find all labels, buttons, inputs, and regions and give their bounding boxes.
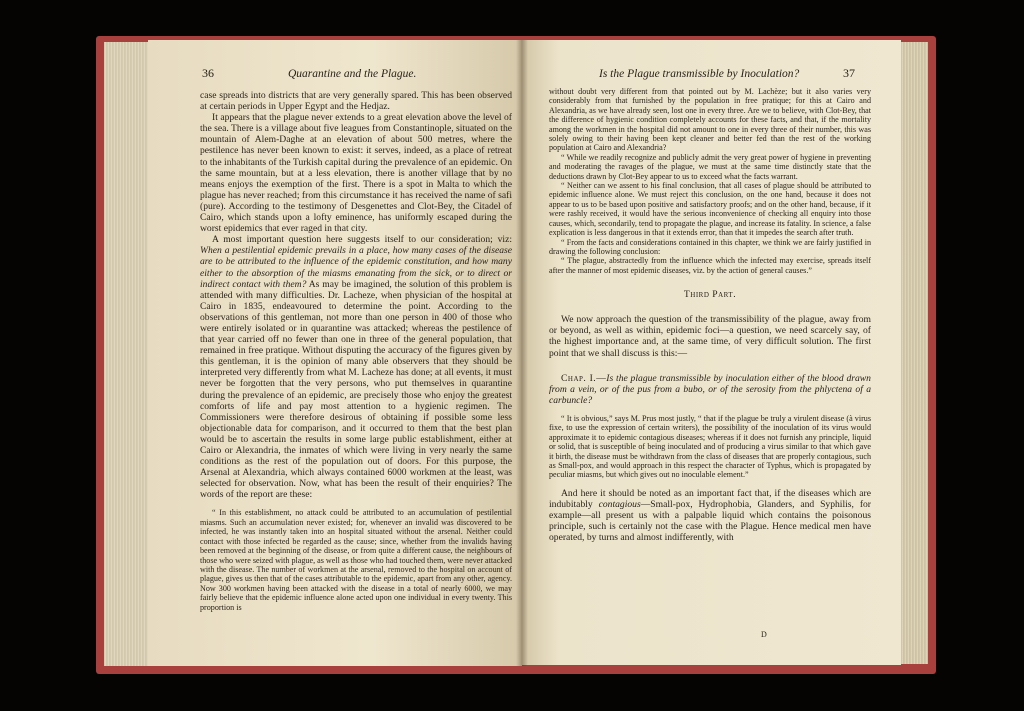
left-page [148, 40, 522, 666]
chapter-heading: Chap. I.—Is the plague transmissible by inoculation either of the blood drawn from a vein, or of the pus from a bubo, or of the serosity from the phlyctena of a carbuncle? [549, 372, 871, 406]
left-paragraph: case spreads into districts that are very generally spared. This has been observed at certain periods in Upper Egypt and the Hedjaz. [200, 90, 512, 113]
left-page-number: 36 [202, 66, 214, 80]
right-paragraph: We now approach the question of the transmissibility of the plague, away from or beyond, as well as within, epidemic foci—a question, we need scarcely say, of the highest importance and, at the same time, of very difficult solution. The first point that we shall discuss is this:— [549, 314, 871, 359]
left-running-head: Quarantine and the Plague. [288, 68, 417, 80]
signature-mark: D [761, 630, 767, 639]
right-quote-paragraph: “ Neither can we assent to his final conclusion, that all cases of plague should be attributed to epidemic influence alone. We must reject this conclusion, on the one hand, because it does not appear to us to be based upon positive and satisfactory proofs; and on the other hand, because, if it were rashly received, it would have the serious inconvenience of checking all enquiry into those causes, which, secondarily, tend to propagate the plague, and increase its fatality. In science, a false explication is less dangerous in that it extends error, than that it impedes the search after truth. [549, 181, 871, 238]
right-page-edges [898, 42, 928, 664]
left-quote-paragraph: “ In this establishment, no attack could be attributed to an accumulation of pestilential miasms. Such an accumulation never existed; for, whenever an invalid was discovered to be infected, he was instantly taken into an hospital situated without the arsenal. Neither could contact with those infected be regarded as the cause; since, whether from the invalids having been removed at the beginning of the disease, or from quite a different cause, the neighbours of those who were seized with plague, as well as those who had touched them, were never attacked with the disease. The number of workmen at the arsenal, removed to the hospital on account of plague, gives us then that of the cases attributable to the epidemic, apart from any other, agency. Now 300 workmen having been attacked with the disease in a total of nearly 6000, we may fairly believe that the epidemic influence alone acted upon one individual in every twenty. This proportion is [200, 508, 512, 612]
right-quote-paragraph: “ While we readily recognize and publicly admit the very great power of hygiene in preventing and moderating the ravages of the plague, we must at the same time distinctly state that the deductions drawn by Clot-Bey appear to us to exceed what the facts warrant. [549, 152, 871, 181]
right-running-head: Is the Plague transmissible by Inoculation? [599, 68, 800, 80]
right-paragraph: And here it should be noted as an important fact that, if the diseases which are indubitably contagious—Small-pox, Hydrophobia, Glanders, and Syphilis, for example—all present us with a palpable liquid which contains the poisonous principle, such is certainly not the case with the Plague. Hence medical men have operated, by turns and almost indifferently, with [549, 487, 872, 544]
left-page-edges [104, 42, 152, 666]
right-quote-paragraph: “ From the facts and considerations contained in this chapter, we think we are fairly justified in drawing the following conclusion: [549, 237, 871, 256]
section-heading: Third Part. [683, 289, 737, 301]
right-page-number: 37 [843, 66, 855, 80]
left-paragraph: A most important question here suggests itself to our consideration; viz: When a pestilential epidemic prevails in a place, how many cases of the disease are to be attributed to the influence of the epidemic constitution, and how many either to the absorption of the miasms emanating from the sick, or to direct or indirect contact with them? As may be imagined, the solution of this problem is attended with many difficulties. Dr. Lacheze, when physician of the hospital at Cairo in 1835, endeavoured to determine the point. According to the observations of this gentleman, not more than one person in 400 of those who were entirely isolated or in quarantine was attacked; whereas the pestilence of that year carried off no fewer than one in three of the general population, that remained in free pratique. Without disputing the accuracy of the figures given by this gentleman, it is the opinion of many able observers that they should be interpreted very differently from what M. Lacheze has done; at all events, it must never be forgotten that the very persons, who put themselves in quarantine during the prevalence of an epidemic, are precisely those who enjoy the greatest comforts of life and pay most attention to a hygienic regimen. The Commissioners were therefore desirous of obtaining if possible some less objectionable data for comparison, and it occurred to them that the best plan would be to ascertain the results in some large public establishment, either at Cairo or Alexandria, the inmates of which were living in very nearly the same conditions as the rest of the population out of doors. For this purpose, the Arsenal at Alexandria, which always contained 6000 workmen at the least, was selected for observation. Now, what has been the result of their enquiries? The words of the report are these: [200, 234, 513, 501]
left-page-body [200, 90, 512, 612]
right-quote-paragraph: without doubt very different from that pointed out by M. Lachèze; but it also varies very considerably from that furnished by the population in free pratique; for this at Cairo and Alexandria, as we have already seen, lost one in every three. Are we to believe, with Clot-Bey, that the difference of hygienic condition completely accounts for these facts, and that, if the mortality among the workmen in the hospital did not amount to one in every three of their number, this was solely owing to their having been kept cleaner and better fed than the rest of the working population at Cairo and Alexandria? [549, 87, 871, 153]
right-page [521, 40, 901, 665]
right-quote-paragraph: “ The plague, abstractedly from the influence which the infected may exercise, spreads itself after the manner of most epidemic diseases, viz. by the action of general causes.” [549, 256, 871, 275]
left-paragraph: It appears that the plague never extends to a great elevation above the level of the sea. There is a village about five leagues from Constantinople, situated on the mountain of Alem-Daghe at an elevation of about 500 metres, where the pestilence has never been known to exist: it serves, indeed, as a place of retreat to the inhabitants of the Turkish capital during the prevalence of an epidemic. On the same mountain, but at a less elevation, there is another village that by no means enjoys the exemption of the first. There is a spot in Malta to which the plague has never reached; from this circumstance it has received the name of safi (pure). According to the testimony of Desgenettes and Clot-Bey, the Citadel of Cairo, which stands upon a lofty eminence, has uniformly escaped during the worst epidemics that ever raged in that city. [200, 112, 512, 235]
book-gutter [516, 40, 528, 666]
right-quote-paragraph: “ It is obvious,” says M. Prus most justly, “ that if the plague be truly a virulent disease (à virus fixe, to use the expression of certain writers), the possibility of the inoculation of its virus would approximate it to epidemic contagious diseases; whereas if it does not furnish any principle, liquid or solid, that is susceptible of being inoculated and of producing a virus similar to that which gave it birth, the disease must be withdrawn from the class of diseases that are properly contagious, such as Small-pox, and would approach in this respect the character of Typhus, which is propagated by peculiar miasms, but which gives out no inoculable element.” [549, 413, 871, 480]
right-page-body [549, 87, 871, 543]
